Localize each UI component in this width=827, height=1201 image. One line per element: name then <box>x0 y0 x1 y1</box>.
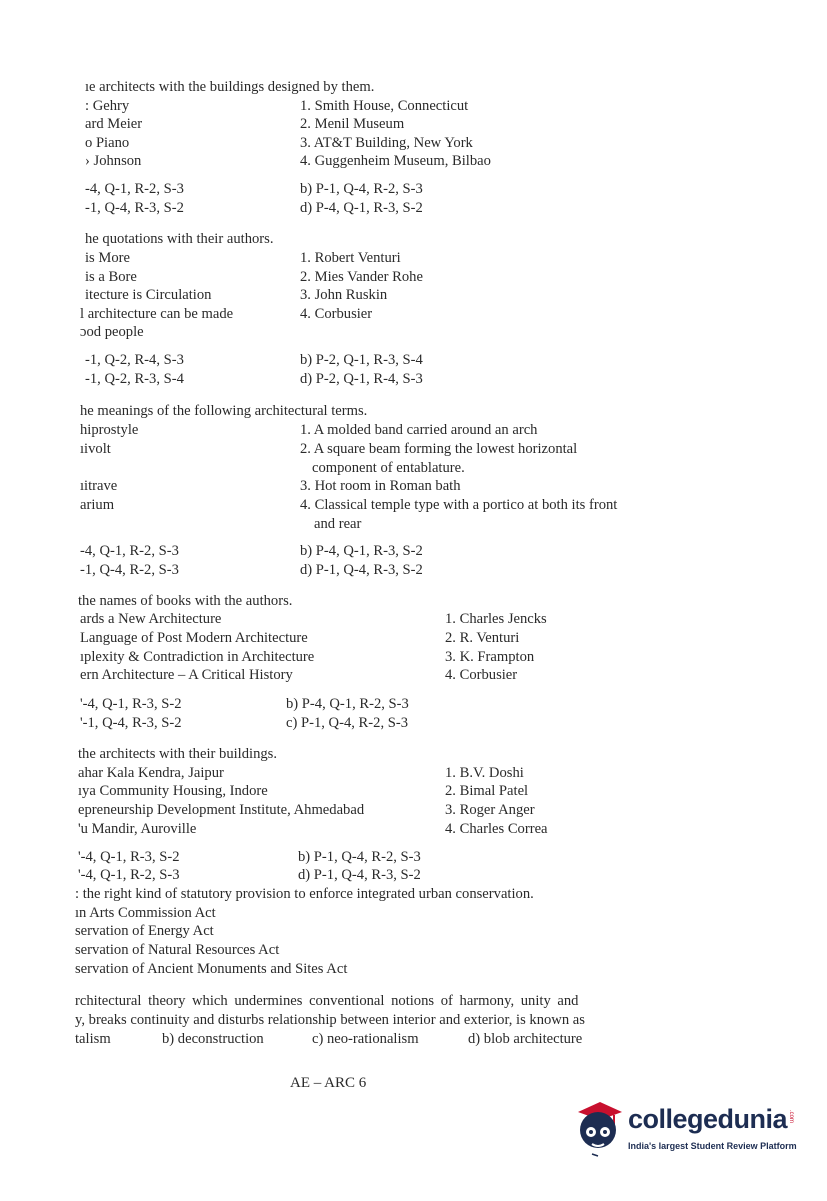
q5-option-b: b) P-1, Q-4, R-2, S-3 <box>298 849 421 865</box>
q5-right-3: 3. Roger Anger <box>445 802 535 818</box>
q4-left-p: ards a New Architecture <box>80 611 222 627</box>
q1-prompt: ıe architects with the buildings designed by them. <box>85 79 375 95</box>
q5-left-s: 'u Mandir, Auroville <box>78 821 197 837</box>
q4-left-s: ern Architecture – A Critical History <box>80 667 293 683</box>
q1-right-2: 2. Menil Museum <box>300 116 405 132</box>
q2-option-c: -1, Q-2, R-3, S-4 <box>85 371 184 387</box>
q5-option-a: '-4, Q-1, R-3, S-2 <box>78 849 180 865</box>
q3-option-c: -1, Q-4, R-2, S-3 <box>80 562 179 578</box>
q3-right-4-cont: and rear <box>314 516 362 532</box>
q5-option-c: '-4, Q-1, R-2, S-3 <box>78 867 180 883</box>
q1-right-1: 1. Smith House, Connecticut <box>300 98 469 114</box>
q7-option-a: talism <box>75 1031 111 1047</box>
q2-right-3: 3. John Ruskin <box>300 287 388 303</box>
q1-option-c: -1, Q-4, R-3, S-2 <box>85 200 184 216</box>
q3-right-2-cont: component of entablature. <box>312 460 465 476</box>
q1-left-p: : Gehry <box>85 98 130 114</box>
q5-right-2: 2. Bimal Patel <box>445 783 529 799</box>
q4-right-3: 3. K. Frampton <box>445 649 535 665</box>
q7-line-1: rchitectural theory which undermines conventional notions of harmony, unity and <box>75 993 579 1009</box>
q4-left-r: ıplexity & Contradiction in Architecture <box>80 649 315 665</box>
q1-right-3: 3. AT&T Building, New York <box>300 135 473 151</box>
q3-right-1: 1. A molded band carried around an arch <box>300 422 538 438</box>
q4-option-d: c) P-1, Q-4, R-2, S-3 <box>286 715 409 731</box>
q4-right-4: 4. Corbusier <box>445 667 518 683</box>
q2-option-d: d) P-2, Q-1, R-4, S-3 <box>300 371 423 387</box>
q3-left-p: hiprostyle <box>80 422 139 438</box>
q2-left-q: is a Bore <box>85 269 137 285</box>
q1-option-a: -4, Q-1, R-2, S-3 <box>85 181 184 197</box>
q5-left-q: ıya Community Housing, Indore <box>78 783 268 799</box>
q5-right-4: 4. Charles Correa <box>445 821 548 837</box>
q4-option-c: '-1, Q-4, R-3, S-2 <box>80 715 182 731</box>
q1-left-r: o Piano <box>85 135 130 151</box>
q3-option-b: b) P-4, Q-1, R-3, S-2 <box>300 543 423 559</box>
q4-prompt: the names of books with the authors. <box>78 593 293 609</box>
q3-left-r: ıitrave <box>80 478 118 494</box>
q4-option-a: '-4, Q-1, R-3, S-2 <box>80 696 182 712</box>
q1-option-d: d) P-4, Q-1, R-3, S-2 <box>300 200 423 216</box>
q7-line-2: y, breaks continuity and disturbs relationship between interior and exterior, is known as <box>75 1012 585 1028</box>
mascot-icon <box>570 1094 626 1158</box>
q5-left-r: epreneurship Development Institute, Ahmedabad <box>78 802 365 818</box>
q1-left-s: › Johnson <box>85 153 142 169</box>
q6-option-d: servation of Ancient Monuments and Sites Act <box>75 961 348 977</box>
q2-right-1: 1. Robert Venturi <box>300 250 401 266</box>
q2-left-r: itecture is Circulation <box>85 287 212 303</box>
q2-left-p: is More <box>85 250 130 266</box>
q3-option-a: -4, Q-1, R-2, S-3 <box>80 543 179 559</box>
q4-right-1: 1. Charles Jencks <box>445 611 547 627</box>
q4-left-q: Language of Post Modern Architecture <box>80 630 308 646</box>
page-code: AE – ARC 6 <box>290 1075 367 1091</box>
q6-option-b: servation of Energy Act <box>75 923 214 939</box>
q7-option-c: c) neo-rationalism <box>312 1031 419 1047</box>
q1-right-4: 4. Guggenheim Museum, Bilbao <box>300 153 491 169</box>
q5-option-d: d) P-1, Q-4, R-3, S-2 <box>298 867 421 883</box>
q7-option-b: b) deconstruction <box>162 1031 264 1047</box>
q2-right-4: 4. Corbusier <box>300 306 373 322</box>
logo-wordmark: collegedunia <box>628 1104 788 1134</box>
logo-domain-suffix: .com <box>788 1110 794 1124</box>
q4-right-2: 2. R. Venturi <box>445 630 520 646</box>
q3-prompt: he meanings of the following architectural terms. <box>80 403 368 419</box>
q2-option-a: -1, Q-2, R-4, S-3 <box>85 352 184 368</box>
q4-option-b: b) P-4, Q-1, R-2, S-3 <box>286 696 409 712</box>
q2-option-b: b) P-2, Q-1, R-3, S-4 <box>300 352 423 368</box>
q2-left-s-cont: ɔod people <box>80 324 144 340</box>
q1-option-b: b) P-1, Q-4, R-2, S-3 <box>300 181 423 197</box>
q5-left-p: ahar Kala Kendra, Jaipur <box>78 765 224 781</box>
q3-right-3: 3. Hot room in Roman bath <box>300 478 461 494</box>
q6-option-c: servation of Natural Resources Act <box>75 942 280 958</box>
q5-right-1: 1. B.V. Doshi <box>445 765 524 781</box>
q6-prompt: : the right kind of statutory provision to enforce integrated urban conservation. <box>75 886 534 902</box>
q5-prompt: the architects with their buildings. <box>78 746 277 762</box>
q3-right-4: 4. Classical temple type with a portico at both its front <box>300 497 618 513</box>
q7-option-d: d) blob architecture <box>468 1031 583 1047</box>
q1-left-q: ard Meier <box>85 116 143 132</box>
q2-left-s: l architecture can be made <box>80 306 234 322</box>
q3-left-q: ıivolt <box>80 441 111 457</box>
q3-left-s: arium <box>80 497 115 513</box>
collegedunia-logo <box>570 1090 800 1170</box>
q3-option-d: d) P-1, Q-4, R-3, S-2 <box>300 562 423 578</box>
q3-right-2: 2. A square beam forming the lowest horizontal <box>300 441 578 457</box>
q2-prompt: he quotations with their authors. <box>85 231 274 247</box>
q6-option-a: ın Arts Commission Act <box>75 905 216 921</box>
q2-right-2: 2. Mies Vander Rohe <box>300 269 423 285</box>
logo-tagline: India's largest Student Review Platform <box>628 1141 797 1151</box>
